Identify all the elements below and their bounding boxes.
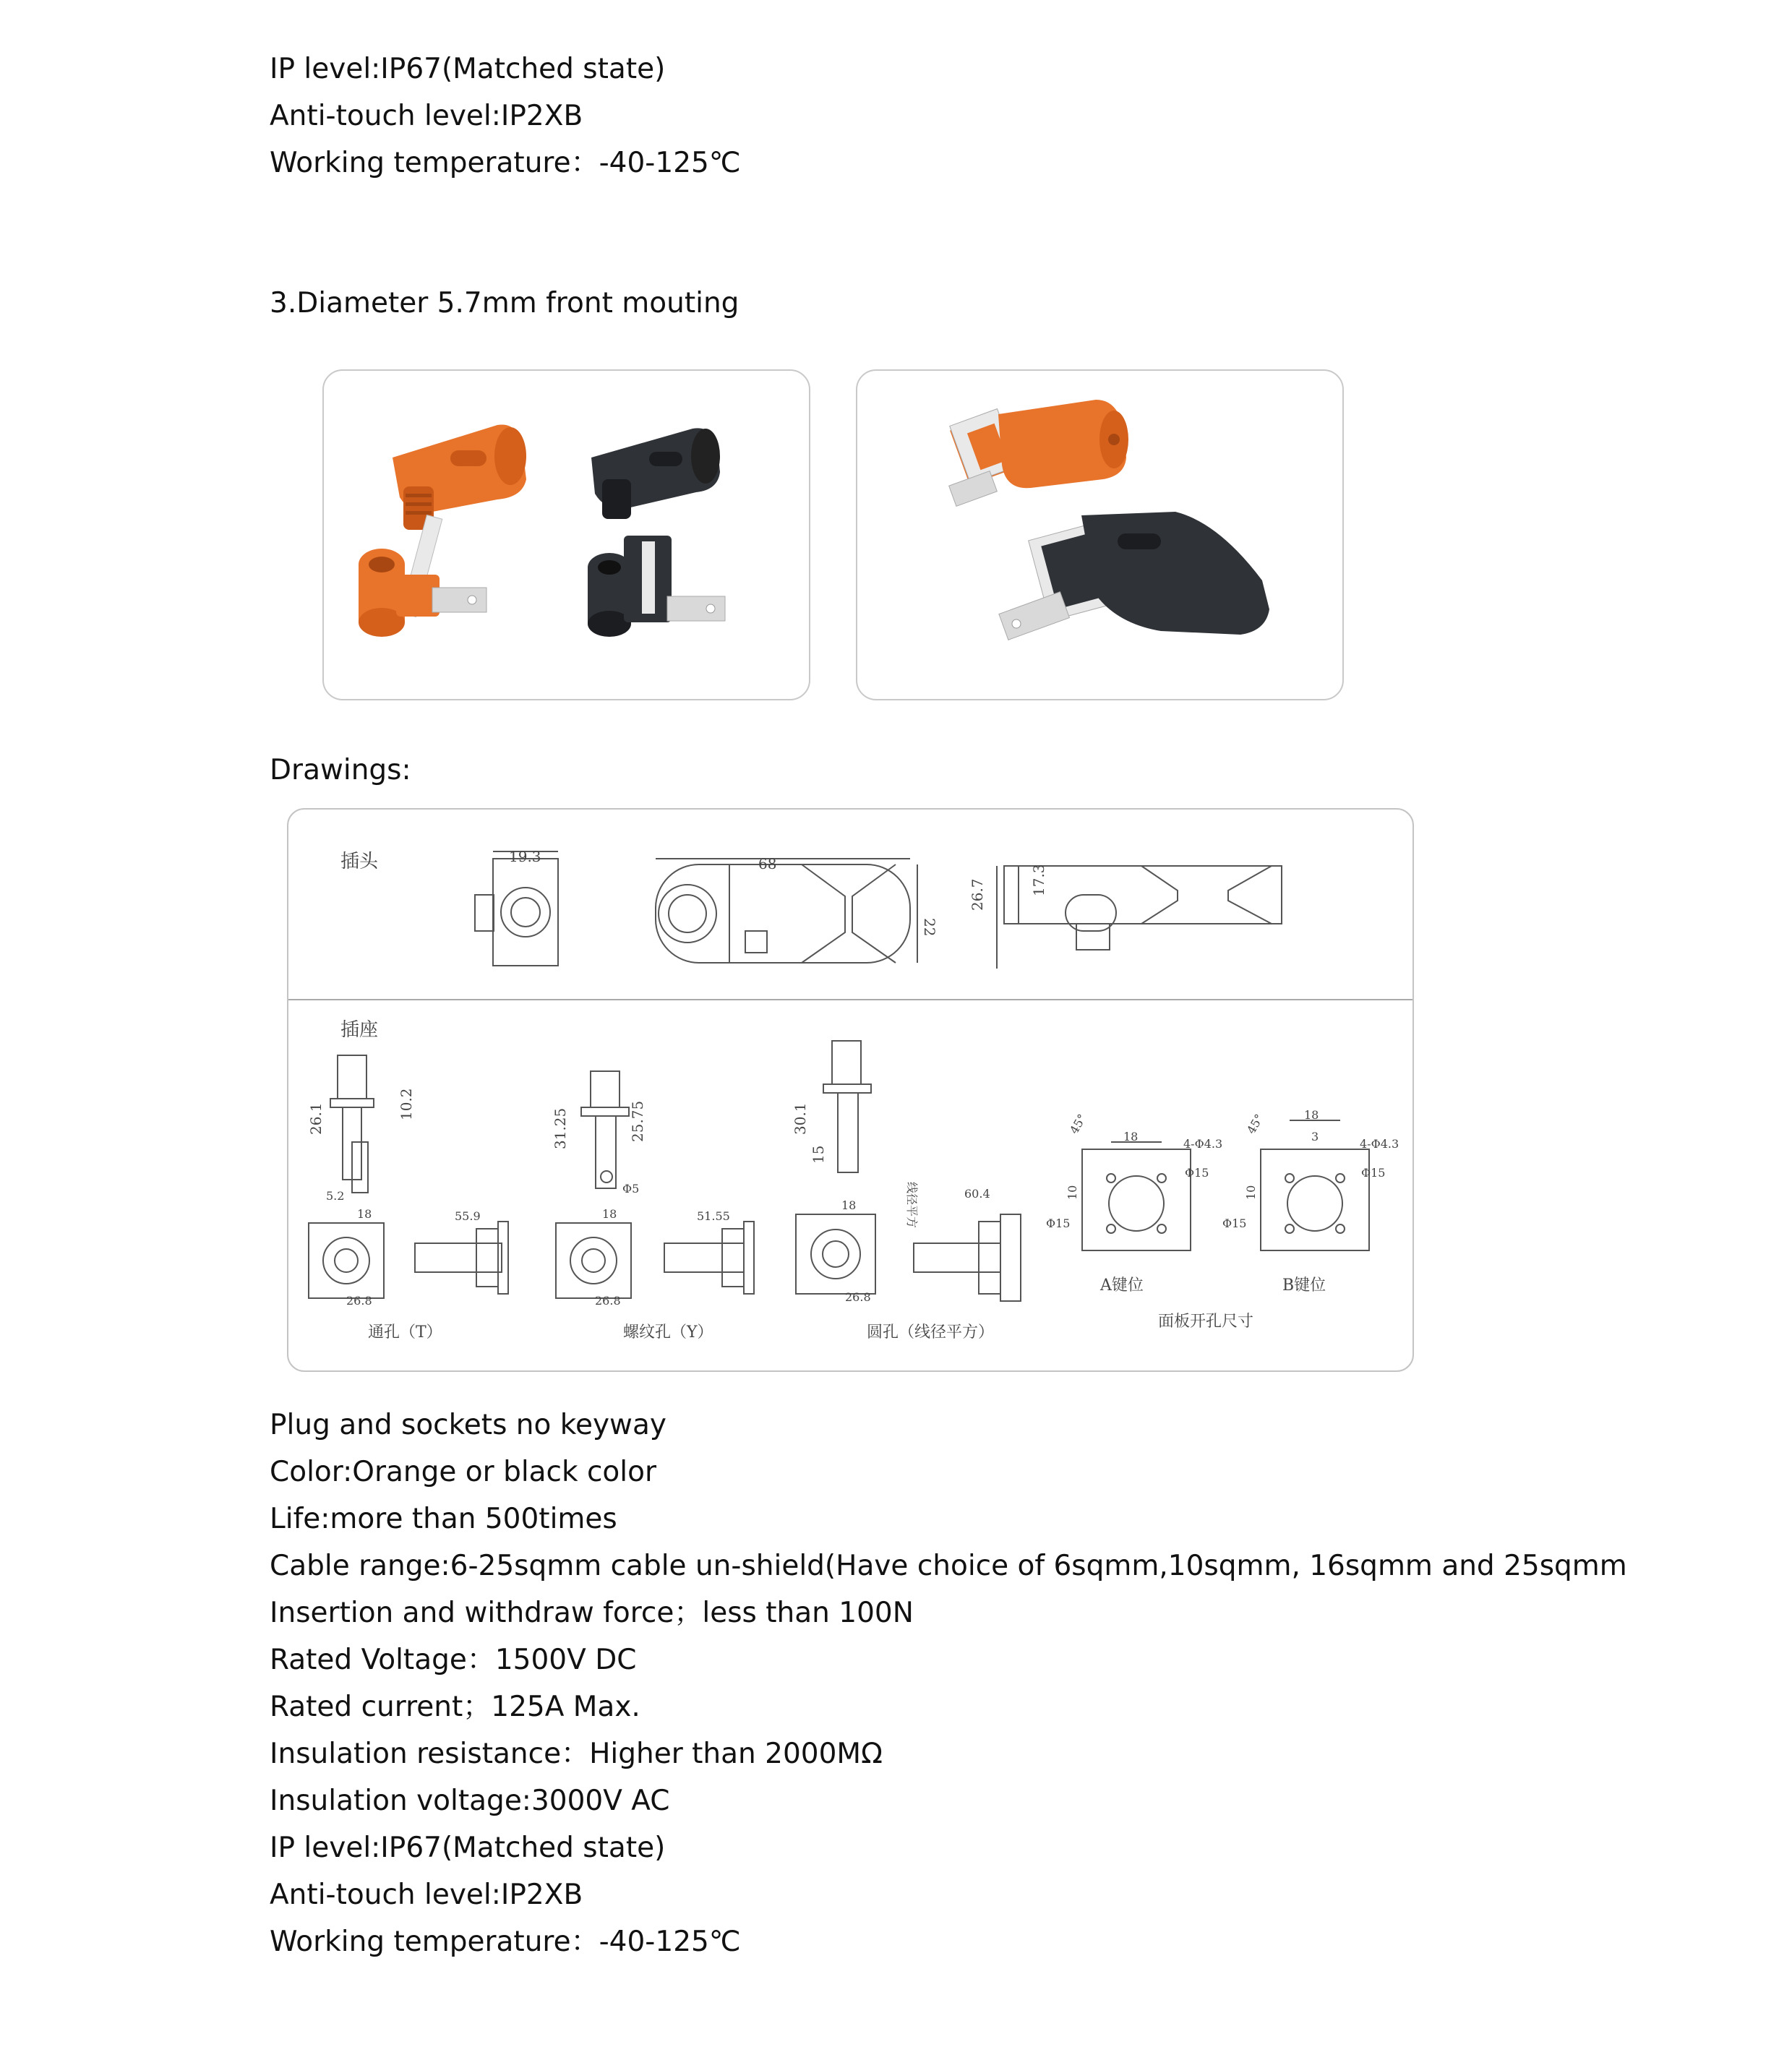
dim-10-b: 10 xyxy=(1244,1185,1258,1200)
dim-45-b: 45° xyxy=(1244,1111,1266,1136)
spec-cable-range: Cable range:6-25sqmm cable un-shield(Have choice of 6sqmm,10sqmm, 16sqmm and 25sqmm xyxy=(270,1550,1627,1582)
dim-26-8-1: 26.8 xyxy=(346,1294,372,1308)
black-mated-connector-image xyxy=(999,512,1269,640)
orange-plug-image xyxy=(393,424,526,530)
panel-cutout-a xyxy=(1082,1142,1191,1250)
dim-25-75: 25.75 xyxy=(629,1100,646,1142)
dim-phi15-a-left: Φ15 xyxy=(1046,1216,1071,1230)
dim-15: 15 xyxy=(810,1145,827,1164)
socket-through-side-view xyxy=(330,1055,374,1193)
spec-rated-voltage: Rated Voltage：1500V DC xyxy=(270,1644,637,1676)
spec-working-temp: Working temperature：-40-125℃ xyxy=(270,1926,741,1958)
dim-18-b: 18 xyxy=(1304,1108,1319,1122)
dim-3-b: 3 xyxy=(1311,1130,1319,1143)
plug-label: 插头 xyxy=(340,851,379,872)
plug-front-view xyxy=(475,851,558,966)
spec-anti-touch-top: Anti-touch level:IP2XB xyxy=(270,100,583,132)
orange-mated-connector-image xyxy=(949,400,1128,506)
dim-phi15-b-right: Φ15 xyxy=(1361,1166,1386,1180)
dim-31-25: 31.25 xyxy=(552,1107,569,1149)
dim-26-8-3: 26.8 xyxy=(845,1290,871,1304)
caption-panel: 面板开孔尺寸 xyxy=(1158,1313,1254,1331)
dim-10-a: 10 xyxy=(1066,1185,1079,1200)
caption-through: 通孔（T） xyxy=(368,1323,442,1342)
spec-life: Life:more than 500times xyxy=(270,1503,617,1535)
dim-30-1: 30.1 xyxy=(792,1102,809,1135)
spec-rated-current: Rated current；125A Max. xyxy=(270,1691,640,1723)
spec-insulation-resistance: Insulation resistance：Higher than 2000MΩ xyxy=(270,1738,883,1770)
spec-color: Color:Orange or black color xyxy=(270,1456,657,1488)
dim-45-a: 45° xyxy=(1067,1111,1089,1136)
socket-round-side-view xyxy=(823,1041,871,1172)
socket-thread-top-view xyxy=(664,1222,754,1294)
socket-round-front-view xyxy=(796,1214,875,1294)
dim-phi5: Φ5 xyxy=(622,1182,640,1196)
section-title: 3.Diameter 5.7mm front mouting xyxy=(270,287,739,319)
caption-b-key: B键位 xyxy=(1282,1276,1326,1295)
socket-thread-side-view xyxy=(581,1071,629,1188)
dim-4-4-3-a: 4-Φ4.3 xyxy=(1183,1137,1223,1151)
caption-wire: 线径平方 xyxy=(905,1182,919,1229)
socket-thread-front-view xyxy=(556,1223,631,1298)
technical-drawing xyxy=(287,808,1414,1372)
socket-through-front-view xyxy=(309,1223,384,1298)
socket-round-top-view xyxy=(914,1214,1021,1301)
dim-26-7: 26.7 xyxy=(969,878,986,911)
dim-60-4: 60.4 xyxy=(964,1187,990,1201)
spec-insertion-force: Insertion and withdraw force；less than 100N xyxy=(270,1597,914,1629)
caption-a-key: A键位 xyxy=(1100,1276,1144,1295)
dim-19-3: 19.3 xyxy=(509,848,541,865)
dim-18-3: 18 xyxy=(841,1198,857,1212)
dim-5-2: 5.2 xyxy=(326,1189,345,1203)
orange-socket-image xyxy=(359,515,486,637)
caption-thread: 螺纹孔（Y） xyxy=(623,1323,713,1342)
dim-18-1: 18 xyxy=(357,1207,372,1221)
spec-ip-level-top: IP level:IP67(Matched state) xyxy=(270,53,666,85)
dim-18-2: 18 xyxy=(602,1207,617,1221)
dim-26-8-2: 26.8 xyxy=(595,1294,621,1308)
socket-label: 插座 xyxy=(340,1019,379,1041)
spec-ip-level: IP level:IP67(Matched state) xyxy=(270,1832,666,1864)
dim-phi15-b-left: Φ15 xyxy=(1222,1216,1247,1230)
drawings-label: Drawings: xyxy=(270,754,411,786)
dim-26-1: 26.1 xyxy=(307,1102,325,1135)
spec-insulation-voltage: Insulation voltage:3000V AC xyxy=(270,1785,670,1817)
dim-17-3: 17.3 xyxy=(1030,864,1047,896)
spec-anti-touch: Anti-touch level:IP2XB xyxy=(270,1879,583,1911)
dim-51-55: 51.55 xyxy=(697,1209,730,1223)
spec-keyway: Plug and sockets no keyway xyxy=(270,1409,666,1441)
black-plug-image xyxy=(591,428,720,519)
dim-18-a: 18 xyxy=(1123,1130,1139,1143)
spec-working-temp-top: Working temperature：-40-125℃ xyxy=(270,147,741,179)
dim-phi15-a-right: Φ15 xyxy=(1185,1166,1209,1180)
black-socket-image xyxy=(588,536,725,637)
dim-22: 22 xyxy=(921,918,938,937)
caption-round: 圆孔（线径平方） xyxy=(867,1323,995,1342)
socket-through-top-view xyxy=(415,1222,508,1294)
plug-side-view xyxy=(656,859,917,963)
product-photo-2 xyxy=(856,369,1344,700)
dim-68: 68 xyxy=(758,855,777,872)
dim-4-4-3-b: 4-Φ4.3 xyxy=(1360,1137,1399,1151)
product-photo-1 xyxy=(322,369,810,700)
dim-55-9: 55.9 xyxy=(455,1209,481,1223)
dim-10-2: 10.2 xyxy=(398,1088,415,1120)
